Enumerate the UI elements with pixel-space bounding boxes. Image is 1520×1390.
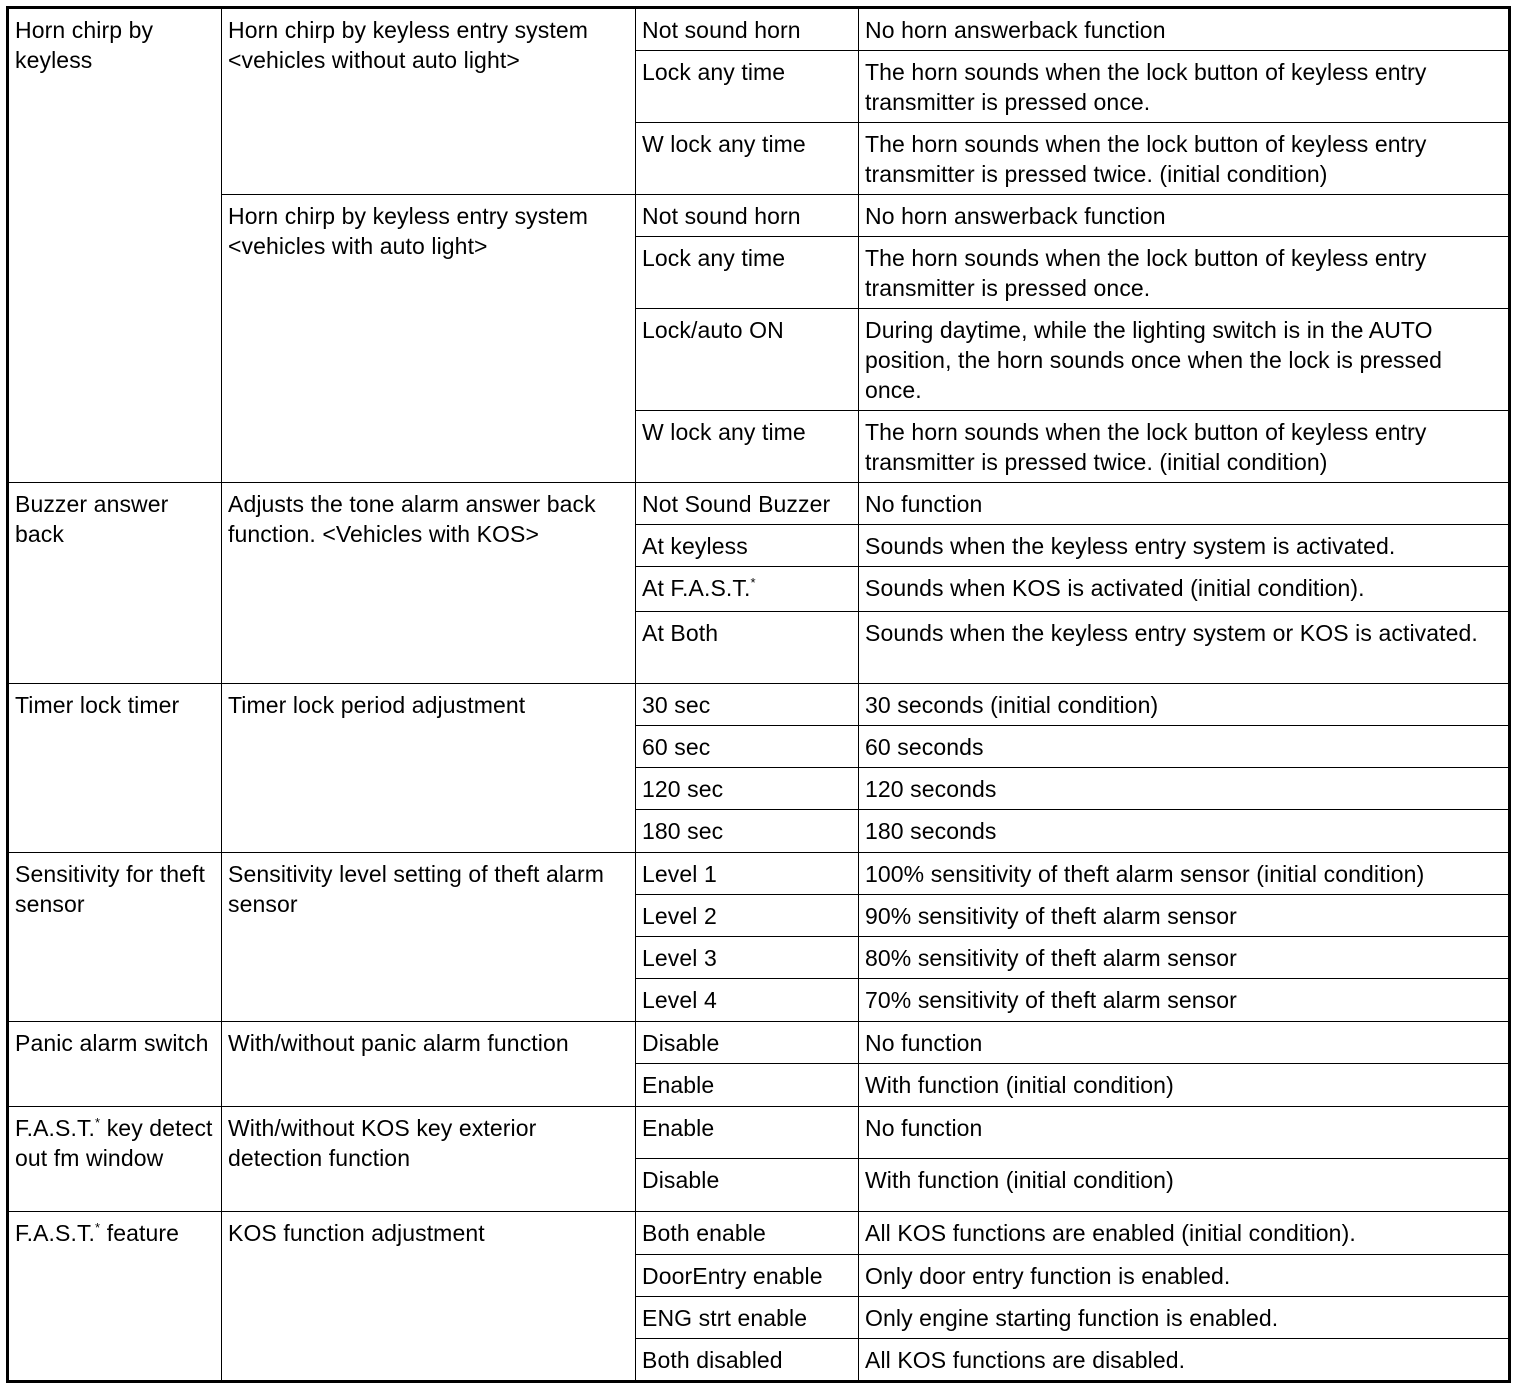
setting-cell-text: 180 sec xyxy=(642,818,724,844)
setting-cell xyxy=(636,768,859,810)
detail-cell-text: All KOS functions are disabled. xyxy=(865,1347,1186,1373)
detail-cell xyxy=(859,895,1510,937)
item-name-cell-text: F.A.S.T. xyxy=(15,1220,96,1246)
detail-cell-text: Only engine starting function is enabled. xyxy=(865,1305,1279,1331)
detail-cell xyxy=(859,853,1510,895)
setting-cell-text: Level 4 xyxy=(642,987,717,1013)
detail-cell-text: During daytime, while the lighting switch is in the AUTO position, the horn sounds once when the lock is pressed once. xyxy=(865,317,1443,403)
setting-cell xyxy=(636,483,859,525)
setting-cell xyxy=(636,684,859,726)
item-name-cell xyxy=(8,1107,222,1212)
detail-cell-text: 80% sensitivity of theft alarm sensor xyxy=(865,945,1237,971)
setting-cell xyxy=(636,237,859,309)
item-name-cell xyxy=(8,684,222,853)
setting-cell-text: Not Sound Buzzer xyxy=(642,491,831,517)
settings-table xyxy=(6,6,1511,1383)
footnote-asterisk: * xyxy=(95,1220,101,1235)
detail-cell xyxy=(859,411,1510,483)
detail-cell-text: The horn sounds when the lock button of keyless entry transmitter is pressed once. xyxy=(865,59,1427,115)
description-cell xyxy=(222,8,636,195)
detail-cell-text: Sounds when KOS is activated (initial condition). xyxy=(865,575,1365,601)
setting-cell xyxy=(636,525,859,567)
detail-cell-text: No function xyxy=(865,1030,983,1056)
setting-cell-text: Lock/auto ON xyxy=(642,317,784,343)
setting-cell xyxy=(636,1212,859,1255)
item-name-cell-text: F.A.S.T. xyxy=(15,1115,96,1141)
description-cell xyxy=(222,483,636,684)
description-cell-text: Timer lock period adjustment xyxy=(228,692,526,718)
setting-cell-text: Enable xyxy=(642,1072,715,1098)
detail-cell xyxy=(859,195,1510,237)
detail-cell-text: No horn answerback function xyxy=(865,17,1166,43)
setting-cell-text: Enable xyxy=(642,1115,715,1141)
settings-table-body xyxy=(8,8,1510,1382)
table-row xyxy=(8,483,1510,525)
detail-cell xyxy=(859,123,1510,195)
setting-cell-text: 30 sec xyxy=(642,692,711,718)
detail-cell-text: No function xyxy=(865,1115,983,1141)
setting-cell xyxy=(636,567,859,612)
setting-cell-text: ENG strt enable xyxy=(642,1305,808,1331)
description-cell xyxy=(222,1107,636,1212)
setting-cell-text: Lock any time xyxy=(642,59,786,85)
setting-cell-text: Level 3 xyxy=(642,945,717,971)
detail-cell-text: 120 seconds xyxy=(865,776,997,802)
item-name-cell-text: Sensitivity for theft sensor xyxy=(15,861,206,917)
setting-cell xyxy=(636,1255,859,1297)
table-row xyxy=(8,1022,1510,1064)
detail-cell xyxy=(859,51,1510,123)
detail-cell xyxy=(859,525,1510,567)
detail-cell xyxy=(859,768,1510,810)
table-row xyxy=(8,853,1510,895)
setting-cell xyxy=(636,979,859,1022)
setting-cell-text: 120 sec xyxy=(642,776,724,802)
detail-cell xyxy=(859,1159,1510,1212)
item-name-cell xyxy=(8,1022,222,1107)
item-name-cell-text: Buzzer answer back xyxy=(15,491,169,547)
description-cell-text: Horn chirp by keyless entry system <vehicles with auto light> xyxy=(228,203,589,259)
setting-cell xyxy=(636,195,859,237)
footnote-asterisk: * xyxy=(750,575,756,590)
detail-cell xyxy=(859,309,1510,411)
detail-cell-text: 60 seconds xyxy=(865,734,984,760)
item-name-cell-text: Panic alarm switch xyxy=(15,1030,209,1056)
detail-cell-text: The horn sounds when the lock button of keyless entry transmitter is pressed twice. (initial condition) xyxy=(865,419,1427,475)
setting-cell xyxy=(636,937,859,979)
detail-cell-text: The horn sounds when the lock button of keyless entry transmitter is pressed twice. (initial condition) xyxy=(865,131,1427,187)
setting-cell xyxy=(636,123,859,195)
item-name-cell-text-rest: feature xyxy=(100,1220,180,1246)
setting-cell-text: Not sound horn xyxy=(642,17,801,43)
detail-cell-text: With function (initial condition) xyxy=(865,1167,1174,1193)
detail-cell-text: 180 seconds xyxy=(865,818,997,844)
setting-cell xyxy=(636,1297,859,1339)
item-name-cell xyxy=(8,8,222,483)
setting-cell-text: At F.A.S.T. xyxy=(642,575,751,601)
detail-cell-text: All KOS functions are enabled (initial condition). xyxy=(865,1220,1356,1246)
setting-cell xyxy=(636,726,859,768)
detail-cell xyxy=(859,1022,1510,1064)
setting-cell xyxy=(636,853,859,895)
detail-cell-text: Sounds when the keyless entry system is activated. xyxy=(865,533,1396,559)
detail-cell-text: Only door entry function is enabled. xyxy=(865,1263,1231,1289)
item-name-cell-text: Timer lock timer xyxy=(15,692,180,718)
detail-cell-text: No horn answerback function xyxy=(865,203,1166,229)
detail-cell-text: The horn sounds when the lock button of keyless entry transmitter is pressed once. xyxy=(865,245,1427,301)
setting-cell xyxy=(636,1022,859,1064)
setting-cell-text: Level 1 xyxy=(642,861,717,887)
detail-cell-text: 90% sensitivity of theft alarm sensor xyxy=(865,903,1237,929)
description-cell-text: Sensitivity level setting of theft alarm sensor xyxy=(228,861,604,917)
detail-cell-text: With function (initial condition) xyxy=(865,1072,1174,1098)
setting-cell xyxy=(636,1064,859,1107)
detail-cell-text: 70% sensitivity of theft alarm sensor xyxy=(865,987,1237,1013)
description-cell-text: Adjusts the tone alarm answer back function. <Vehicles with KOS> xyxy=(228,491,596,547)
item-name-cell xyxy=(8,1212,222,1382)
setting-cell-text: W lock any time xyxy=(642,419,806,445)
detail-cell xyxy=(859,237,1510,309)
table-row xyxy=(8,195,1510,237)
setting-cell-text: Disable xyxy=(642,1167,720,1193)
item-name-cell-text: Horn chirp by keyless xyxy=(15,17,154,73)
detail-cell xyxy=(859,937,1510,979)
setting-cell xyxy=(636,1159,859,1212)
description-cell-text: Horn chirp by keyless entry system <vehicles without auto light> xyxy=(228,17,589,73)
detail-cell xyxy=(859,483,1510,525)
description-cell-text: With/without panic alarm function xyxy=(228,1030,569,1056)
setting-cell-text: Level 2 xyxy=(642,903,717,929)
setting-cell xyxy=(636,895,859,937)
detail-cell xyxy=(859,979,1510,1022)
setting-cell-text: At Both xyxy=(642,620,719,646)
setting-cell xyxy=(636,8,859,51)
description-cell xyxy=(222,684,636,853)
table-row xyxy=(8,684,1510,726)
description-cell-text: KOS function adjustment xyxy=(228,1220,485,1246)
item-name-cell xyxy=(8,853,222,1022)
footnote-asterisk: * xyxy=(95,1115,101,1130)
description-cell xyxy=(222,1022,636,1107)
table-row xyxy=(8,1212,1510,1255)
detail-cell xyxy=(859,612,1510,684)
setting-cell xyxy=(636,1107,859,1159)
setting-cell-text: Lock any time xyxy=(642,245,786,271)
setting-cell xyxy=(636,810,859,853)
setting-cell xyxy=(636,309,859,411)
description-cell xyxy=(222,853,636,1022)
detail-cell xyxy=(859,1339,1510,1382)
table-row xyxy=(8,8,1510,51)
spec-table-wrapper xyxy=(6,6,1508,1383)
detail-cell xyxy=(859,567,1510,612)
detail-cell xyxy=(859,810,1510,853)
detail-cell xyxy=(859,1297,1510,1339)
setting-cell-text: Both disabled xyxy=(642,1347,783,1373)
setting-cell-text: Both enable xyxy=(642,1220,766,1246)
setting-cell-text: Not sound horn xyxy=(642,203,801,229)
setting-cell xyxy=(636,1339,859,1382)
setting-cell xyxy=(636,411,859,483)
detail-cell xyxy=(859,8,1510,51)
setting-cell xyxy=(636,612,859,684)
detail-cell-text: 100% sensitivity of theft alarm sensor (initial condition) xyxy=(865,861,1425,887)
detail-cell xyxy=(859,1064,1510,1107)
setting-cell-text: DoorEntry enable xyxy=(642,1263,823,1289)
detail-cell xyxy=(859,726,1510,768)
item-name-cell xyxy=(8,483,222,684)
detail-cell xyxy=(859,1107,1510,1159)
description-cell xyxy=(222,1212,636,1382)
setting-cell-text: At keyless xyxy=(642,533,748,559)
detail-cell-text: No function xyxy=(865,491,983,517)
detail-cell xyxy=(859,1255,1510,1297)
table-row xyxy=(8,1107,1510,1159)
setting-cell-text: W lock any time xyxy=(642,131,806,157)
detail-cell xyxy=(859,684,1510,726)
setting-cell-text: Disable xyxy=(642,1030,720,1056)
detail-cell-text: Sounds when the keyless entry system or KOS is activated. xyxy=(865,620,1478,646)
description-cell-text: With/without KOS key exterior detection function xyxy=(228,1115,537,1171)
description-cell xyxy=(222,195,636,483)
setting-cell xyxy=(636,51,859,123)
setting-cell-text: 60 sec xyxy=(642,734,711,760)
detail-cell-text: 30 seconds (initial condition) xyxy=(865,692,1159,718)
detail-cell xyxy=(859,1212,1510,1255)
item-name-cell-text-rest: key detect out fm window xyxy=(15,1115,213,1171)
